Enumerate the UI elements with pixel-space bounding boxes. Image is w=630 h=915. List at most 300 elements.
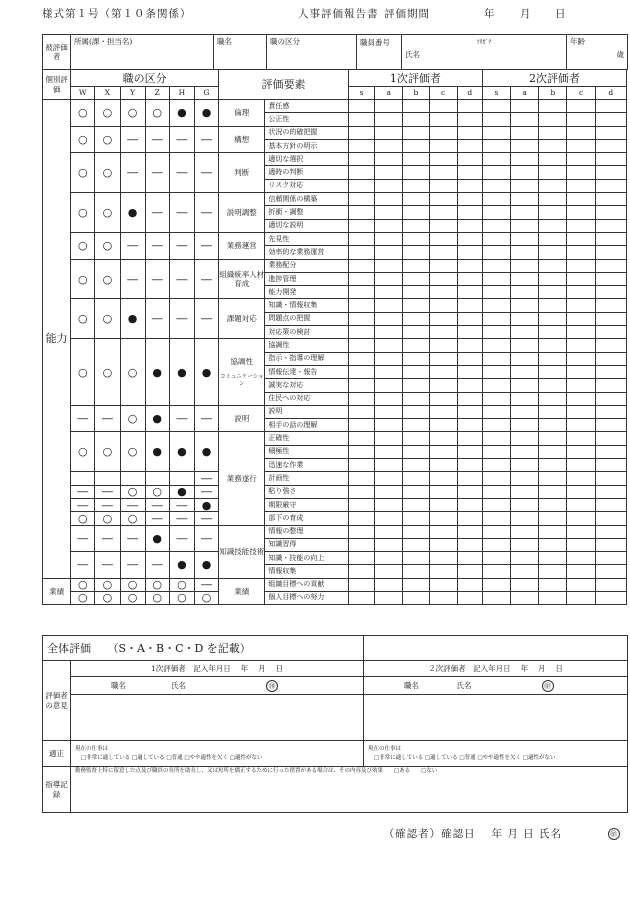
grade-cell[interactable]	[539, 339, 567, 352]
grade-cell[interactable]	[482, 432, 510, 445]
post-cell[interactable]	[214, 35, 267, 70]
grade-cell[interactable]	[567, 365, 595, 378]
grade-cell[interactable]	[539, 312, 567, 325]
grade-cell[interactable]	[429, 365, 457, 378]
grade-cell[interactable]	[595, 286, 626, 299]
grade-cell[interactable]	[403, 498, 429, 511]
grade-cell[interactable]	[539, 365, 567, 378]
grade-cell[interactable]	[375, 139, 403, 152]
grade-cell[interactable]	[595, 232, 626, 245]
grade-cell[interactable]	[375, 512, 403, 525]
grade-cell[interactable]	[348, 365, 374, 378]
grade-cell[interactable]	[375, 126, 403, 139]
grade-cell[interactable]	[595, 206, 626, 219]
grade-cell[interactable]	[457, 525, 482, 538]
grade-cell[interactable]	[403, 153, 429, 166]
grade-cell[interactable]	[482, 472, 510, 485]
grade-cell[interactable]	[429, 352, 457, 365]
grade-cell[interactable]	[403, 578, 429, 591]
grade-cell[interactable]	[429, 206, 457, 219]
grade-cell[interactable]	[457, 326, 482, 339]
grade-cell[interactable]	[348, 312, 374, 325]
grade-cell[interactable]	[348, 498, 374, 511]
grade-cell[interactable]	[375, 312, 403, 325]
grade-cell[interactable]	[375, 193, 403, 206]
grade-cell[interactable]	[482, 565, 510, 578]
grade-cell[interactable]	[595, 246, 626, 259]
grade-cell[interactable]	[567, 512, 595, 525]
grade-cell[interactable]	[403, 379, 429, 392]
grade-cell[interactable]	[539, 126, 567, 139]
grade-cell[interactable]	[403, 312, 429, 325]
grade-cell[interactable]	[511, 259, 539, 272]
grade-cell[interactable]	[539, 326, 567, 339]
grade-cell[interactable]	[429, 485, 457, 498]
grade-cell[interactable]	[567, 259, 595, 272]
grade-cell[interactable]	[595, 312, 626, 325]
employee-number-cell[interactable]	[357, 35, 402, 70]
grade-cell[interactable]	[348, 219, 374, 232]
grade-cell[interactable]	[457, 472, 482, 485]
grade-cell[interactable]	[403, 166, 429, 179]
grade-cell[interactable]	[567, 538, 595, 551]
grade-cell[interactable]	[375, 365, 403, 378]
grade-cell[interactable]	[348, 113, 374, 126]
grade-cell[interactable]	[567, 485, 595, 498]
grade-cell[interactable]	[429, 113, 457, 126]
grade-cell[interactable]	[595, 326, 626, 339]
class-cell[interactable]	[267, 35, 357, 70]
grade-cell[interactable]	[403, 419, 429, 432]
grade-cell[interactable]	[482, 525, 510, 538]
grade-cell[interactable]	[511, 498, 539, 511]
grade-cell[interactable]	[375, 259, 403, 272]
grade-cell[interactable]	[457, 153, 482, 166]
grade-cell[interactable]	[539, 565, 567, 578]
grade-cell[interactable]	[567, 525, 595, 538]
grade-cell[interactable]	[567, 591, 595, 604]
grade-cell[interactable]	[567, 179, 595, 192]
grade-cell[interactable]	[567, 232, 595, 245]
grade-cell[interactable]	[482, 113, 510, 126]
grade-cell[interactable]	[511, 565, 539, 578]
grade-cell[interactable]	[595, 565, 626, 578]
grade-cell[interactable]	[567, 246, 595, 259]
grade-cell[interactable]	[595, 126, 626, 139]
grade-cell[interactable]	[595, 538, 626, 551]
grade-cell[interactable]	[457, 193, 482, 206]
grade-cell[interactable]	[482, 392, 510, 405]
grade-cell[interactable]	[348, 459, 374, 472]
grade-cell[interactable]	[403, 259, 429, 272]
grade-cell[interactable]	[482, 100, 510, 113]
grade-cell[interactable]	[348, 352, 374, 365]
grade-cell[interactable]	[429, 272, 457, 285]
grade-cell[interactable]	[567, 326, 595, 339]
grade-cell[interactable]	[457, 419, 482, 432]
grade-cell[interactable]	[511, 193, 539, 206]
grade-cell[interactable]	[429, 472, 457, 485]
grade-cell[interactable]	[482, 512, 510, 525]
grade-cell[interactable]	[348, 578, 374, 591]
grade-cell[interactable]	[567, 153, 595, 166]
grade-cell[interactable]	[511, 179, 539, 192]
grade-cell[interactable]	[348, 525, 374, 538]
grade-cell[interactable]	[375, 485, 403, 498]
grade-cell[interactable]	[403, 286, 429, 299]
grade-cell[interactable]	[348, 153, 374, 166]
grade-cell[interactable]	[482, 459, 510, 472]
grade-cell[interactable]	[595, 459, 626, 472]
grade-cell[interactable]	[403, 392, 429, 405]
grade-cell[interactable]	[457, 259, 482, 272]
grade-cell[interactable]	[511, 312, 539, 325]
grade-cell[interactable]	[403, 179, 429, 192]
grade-cell[interactable]	[429, 379, 457, 392]
grade-cell[interactable]	[457, 299, 482, 312]
grade-cell[interactable]	[457, 552, 482, 565]
grade-cell[interactable]	[403, 246, 429, 259]
grade-cell[interactable]	[375, 591, 403, 604]
grade-cell[interactable]	[567, 113, 595, 126]
grade-cell[interactable]	[567, 126, 595, 139]
grade-cell[interactable]	[595, 591, 626, 604]
overall-cell[interactable]	[43, 636, 364, 661]
grade-cell[interactable]	[595, 139, 626, 152]
grade-cell[interactable]	[539, 153, 567, 166]
grade-cell[interactable]	[482, 246, 510, 259]
grade-cell[interactable]	[457, 113, 482, 126]
grade-cell[interactable]	[595, 512, 626, 525]
grade-cell[interactable]	[429, 100, 457, 113]
grade-cell[interactable]	[429, 179, 457, 192]
grade-cell[interactable]	[539, 419, 567, 432]
grade-cell[interactable]	[375, 445, 403, 458]
grade-cell[interactable]	[375, 326, 403, 339]
grade-cell[interactable]	[567, 286, 595, 299]
grade-cell[interactable]	[403, 219, 429, 232]
grade-cell[interactable]	[567, 459, 595, 472]
grade-cell[interactable]	[539, 206, 567, 219]
grade-cell[interactable]	[595, 432, 626, 445]
grade-cell[interactable]	[511, 100, 539, 113]
grade-cell[interactable]	[429, 259, 457, 272]
grade-cell[interactable]	[482, 538, 510, 551]
grade-cell[interactable]	[595, 193, 626, 206]
grade-cell[interactable]	[429, 512, 457, 525]
grade-cell[interactable]	[482, 232, 510, 245]
grade-cell[interactable]	[375, 179, 403, 192]
grade-cell[interactable]	[375, 538, 403, 551]
grade-cell[interactable]	[595, 578, 626, 591]
grade-cell[interactable]	[348, 259, 374, 272]
grade-cell[interactable]	[482, 445, 510, 458]
grade-cell[interactable]	[511, 591, 539, 604]
grade-cell[interactable]	[375, 166, 403, 179]
grade-cell[interactable]	[482, 259, 510, 272]
grade-cell[interactable]	[429, 193, 457, 206]
grade-cell[interactable]	[429, 339, 457, 352]
grade-cell[interactable]	[482, 365, 510, 378]
grade-cell[interactable]	[595, 219, 626, 232]
grade-cell[interactable]	[457, 512, 482, 525]
grade-cell[interactable]	[482, 299, 510, 312]
grade-cell[interactable]	[567, 432, 595, 445]
grade-cell[interactable]	[403, 472, 429, 485]
grade-cell[interactable]	[539, 100, 567, 113]
grade-cell[interactable]	[348, 232, 374, 245]
grade-cell[interactable]	[539, 578, 567, 591]
grade-cell[interactable]	[511, 232, 539, 245]
grade-cell[interactable]	[567, 472, 595, 485]
grade-cell[interactable]	[511, 352, 539, 365]
grade-cell[interactable]	[348, 512, 374, 525]
grade-cell[interactable]	[457, 139, 482, 152]
grade-cell[interactable]	[375, 219, 403, 232]
grade-cell[interactable]	[375, 272, 403, 285]
grade-cell[interactable]	[567, 352, 595, 365]
grade-cell[interactable]	[429, 286, 457, 299]
grade-cell[interactable]	[482, 552, 510, 565]
grade-cell[interactable]	[511, 153, 539, 166]
grade-cell[interactable]	[457, 459, 482, 472]
grade-cell[interactable]	[348, 419, 374, 432]
grade-cell[interactable]	[511, 552, 539, 565]
grade-cell[interactable]	[348, 485, 374, 498]
grade-cell[interactable]	[375, 100, 403, 113]
grade-cell[interactable]	[511, 419, 539, 432]
grade-cell[interactable]	[348, 206, 374, 219]
grade-cell[interactable]	[457, 498, 482, 511]
grade-cell[interactable]	[457, 179, 482, 192]
grade-cell[interactable]	[457, 392, 482, 405]
grade-cell[interactable]	[511, 432, 539, 445]
grade-cell[interactable]	[539, 219, 567, 232]
grade-cell[interactable]	[482, 153, 510, 166]
grade-cell[interactable]	[595, 552, 626, 565]
grade-cell[interactable]	[567, 100, 595, 113]
grade-cell[interactable]	[482, 126, 510, 139]
grade-cell[interactable]	[539, 286, 567, 299]
grade-cell[interactable]	[375, 472, 403, 485]
grade-cell[interactable]	[457, 578, 482, 591]
grade-cell[interactable]	[457, 312, 482, 325]
grade-cell[interactable]	[567, 193, 595, 206]
grade-cell[interactable]	[567, 206, 595, 219]
grade-cell[interactable]	[567, 578, 595, 591]
grade-cell[interactable]	[595, 419, 626, 432]
grade-cell[interactable]	[539, 232, 567, 245]
grade-cell[interactable]	[511, 299, 539, 312]
grade-cell[interactable]	[539, 485, 567, 498]
grade-cell[interactable]	[403, 232, 429, 245]
name-cell[interactable]	[402, 35, 567, 70]
grade-cell[interactable]	[403, 485, 429, 498]
grade-cell[interactable]	[539, 445, 567, 458]
grade-cell[interactable]	[511, 246, 539, 259]
grade-cell[interactable]	[595, 392, 626, 405]
grade-cell[interactable]	[482, 498, 510, 511]
grade-cell[interactable]	[511, 392, 539, 405]
grade-cell[interactable]	[595, 405, 626, 418]
grade-cell[interactable]	[429, 498, 457, 511]
grade-cell[interactable]	[511, 219, 539, 232]
grade-cell[interactable]	[567, 299, 595, 312]
grade-cell[interactable]	[482, 193, 510, 206]
grade-cell[interactable]	[511, 126, 539, 139]
grade-cell[interactable]	[511, 538, 539, 551]
grade-cell[interactable]	[482, 139, 510, 152]
grade-cell[interactable]	[567, 166, 595, 179]
grade-cell[interactable]	[457, 246, 482, 259]
grade-cell[interactable]	[567, 219, 595, 232]
first-evaluator-opinion[interactable]	[71, 661, 364, 741]
dept-cell[interactable]	[71, 35, 214, 70]
grade-cell[interactable]	[595, 299, 626, 312]
grade-cell[interactable]	[511, 286, 539, 299]
grade-cell[interactable]	[457, 538, 482, 551]
grade-cell[interactable]	[375, 206, 403, 219]
grade-cell[interactable]	[539, 459, 567, 472]
grade-cell[interactable]	[567, 379, 595, 392]
grade-cell[interactable]	[429, 591, 457, 604]
grade-cell[interactable]	[348, 193, 374, 206]
grade-cell[interactable]	[482, 219, 510, 232]
grade-cell[interactable]	[375, 392, 403, 405]
grade-cell[interactable]	[348, 299, 374, 312]
grade-cell[interactable]	[348, 166, 374, 179]
grade-cell[interactable]	[482, 179, 510, 192]
grade-cell[interactable]	[403, 405, 429, 418]
grade-cell[interactable]	[457, 219, 482, 232]
grade-cell[interactable]	[595, 259, 626, 272]
grade-cell[interactable]	[429, 392, 457, 405]
grade-cell[interactable]	[595, 445, 626, 458]
grade-cell[interactable]	[511, 326, 539, 339]
second-aptitude[interactable]	[364, 741, 628, 767]
grade-cell[interactable]	[403, 339, 429, 352]
grade-cell[interactable]	[595, 272, 626, 285]
grade-cell[interactable]	[511, 206, 539, 219]
grade-cell[interactable]	[567, 405, 595, 418]
grade-cell[interactable]	[482, 326, 510, 339]
grade-cell[interactable]	[348, 272, 374, 285]
grade-cell[interactable]	[457, 365, 482, 378]
grade-cell[interactable]	[511, 379, 539, 392]
grade-cell[interactable]	[375, 246, 403, 259]
grade-cell[interactable]	[457, 405, 482, 418]
grade-cell[interactable]	[348, 379, 374, 392]
grade-cell[interactable]	[429, 166, 457, 179]
grade-cell[interactable]	[375, 153, 403, 166]
grade-cell[interactable]	[429, 219, 457, 232]
grade-cell[interactable]	[539, 299, 567, 312]
grade-cell[interactable]	[403, 272, 429, 285]
grade-cell[interactable]	[375, 405, 403, 418]
grade-cell[interactable]	[595, 472, 626, 485]
grade-cell[interactable]	[511, 405, 539, 418]
grade-cell[interactable]	[567, 139, 595, 152]
grade-cell[interactable]	[595, 498, 626, 511]
grade-cell[interactable]	[429, 552, 457, 565]
grade-cell[interactable]	[457, 232, 482, 245]
grade-cell[interactable]	[429, 126, 457, 139]
grade-cell[interactable]	[403, 206, 429, 219]
grade-cell[interactable]	[375, 379, 403, 392]
grade-cell[interactable]	[348, 445, 374, 458]
grade-cell[interactable]	[375, 459, 403, 472]
grade-cell[interactable]	[429, 153, 457, 166]
grade-cell[interactable]	[348, 100, 374, 113]
grade-cell[interactable]	[348, 326, 374, 339]
grade-cell[interactable]	[511, 459, 539, 472]
grade-cell[interactable]	[403, 552, 429, 565]
grade-cell[interactable]	[429, 246, 457, 259]
grade-cell[interactable]	[457, 432, 482, 445]
grade-cell[interactable]	[457, 286, 482, 299]
grade-cell[interactable]	[539, 405, 567, 418]
grade-cell[interactable]	[403, 512, 429, 525]
grade-cell[interactable]	[403, 100, 429, 113]
grade-cell[interactable]	[403, 126, 429, 139]
grade-cell[interactable]	[403, 193, 429, 206]
grade-cell[interactable]	[595, 352, 626, 365]
grade-cell[interactable]	[567, 392, 595, 405]
grade-cell[interactable]	[595, 166, 626, 179]
grade-cell[interactable]	[595, 365, 626, 378]
grade-cell[interactable]	[539, 259, 567, 272]
grade-cell[interactable]	[511, 578, 539, 591]
grade-cell[interactable]	[429, 299, 457, 312]
grade-cell[interactable]	[348, 139, 374, 152]
grade-cell[interactable]	[457, 206, 482, 219]
grade-cell[interactable]	[511, 339, 539, 352]
grade-cell[interactable]	[403, 299, 429, 312]
overall-grade-box[interactable]	[364, 636, 628, 661]
grade-cell[interactable]	[482, 578, 510, 591]
grade-cell[interactable]	[595, 525, 626, 538]
grade-cell[interactable]	[482, 419, 510, 432]
grade-cell[interactable]	[348, 565, 374, 578]
grade-cell[interactable]	[539, 591, 567, 604]
grade-cell[interactable]	[429, 405, 457, 418]
grade-cell[interactable]	[567, 312, 595, 325]
grade-cell[interactable]	[348, 126, 374, 139]
grade-cell[interactable]	[403, 365, 429, 378]
grade-cell[interactable]	[595, 339, 626, 352]
grade-cell[interactable]	[429, 326, 457, 339]
grade-cell[interactable]	[429, 312, 457, 325]
grade-cell[interactable]	[375, 113, 403, 126]
grade-cell[interactable]	[429, 232, 457, 245]
grade-cell[interactable]	[348, 246, 374, 259]
grade-cell[interactable]	[403, 445, 429, 458]
grade-cell[interactable]	[539, 113, 567, 126]
grade-cell[interactable]	[511, 472, 539, 485]
grade-cell[interactable]	[539, 552, 567, 565]
grade-cell[interactable]	[375, 286, 403, 299]
grade-cell[interactable]	[482, 166, 510, 179]
grade-cell[interactable]	[511, 113, 539, 126]
grade-cell[interactable]	[482, 272, 510, 285]
age-cell[interactable]	[567, 35, 628, 70]
grade-cell[interactable]	[482, 379, 510, 392]
grade-cell[interactable]	[457, 272, 482, 285]
grade-cell[interactable]	[539, 432, 567, 445]
grade-cell[interactable]	[457, 339, 482, 352]
grade-cell[interactable]	[429, 139, 457, 152]
grade-cell[interactable]	[375, 578, 403, 591]
